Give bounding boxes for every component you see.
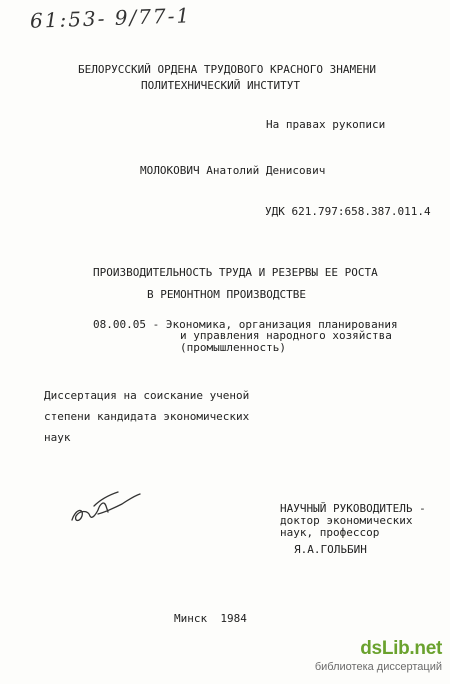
manuscript-rights-note: На правах рукописи bbox=[266, 118, 386, 131]
supervisor-degree: доктор экономических bbox=[280, 514, 413, 527]
handwritten-shelfmark: 61:53- 9/77-1 bbox=[29, 3, 192, 33]
supervisor-name: Я.А.ГОЛЬБИН bbox=[294, 543, 367, 556]
specialty-line-2: и управления народного хозяйства bbox=[180, 329, 392, 342]
udc-code: УДК 621.797:658.387.011.4 bbox=[265, 205, 431, 218]
dslib-logo: dsLib.net bbox=[360, 638, 442, 659]
specialty-line-3: (промышленность) bbox=[180, 341, 286, 354]
author-name: МОЛОКОВИЧ Анатолий Денисович bbox=[140, 164, 326, 177]
author-signature bbox=[68, 486, 148, 528]
supervisor-heading: НАУЧНЫЙ РУКОВОДИТЕЛЬ - bbox=[280, 502, 426, 515]
place-and-year: Минск 1984 bbox=[174, 612, 247, 625]
dslib-caption: библиотека диссертаций bbox=[314, 661, 442, 673]
degree-line-1: Диссертация на соискание ученой bbox=[44, 389, 250, 402]
thesis-title-line-2: В РЕМОНТНОМ ПРОИЗВОДСТВЕ bbox=[147, 288, 306, 301]
institution-line-1: БЕЛОРУССКИЙ ОРДЕНА ТРУДОВОГО КРАСНОГО ЗНАМЕНИ bbox=[78, 63, 377, 76]
specialty-line-1: 08.00.05 - Экономика, организация планирования bbox=[93, 318, 398, 331]
degree-line-3: наук bbox=[44, 431, 71, 444]
institution-line-2: ПОЛИТЕХНИЧЕСКИЙ ИНСТИТУТ bbox=[141, 79, 300, 92]
supervisor-rank: наук, профессор bbox=[280, 526, 380, 539]
degree-line-2: степени кандидата экономических bbox=[44, 410, 250, 423]
thesis-title-line-1: ПРОИЗВОДИТЕЛЬНОСТЬ ТРУДА И РЕЗЕРВЫ ЕЕ РОСТА bbox=[93, 266, 378, 279]
